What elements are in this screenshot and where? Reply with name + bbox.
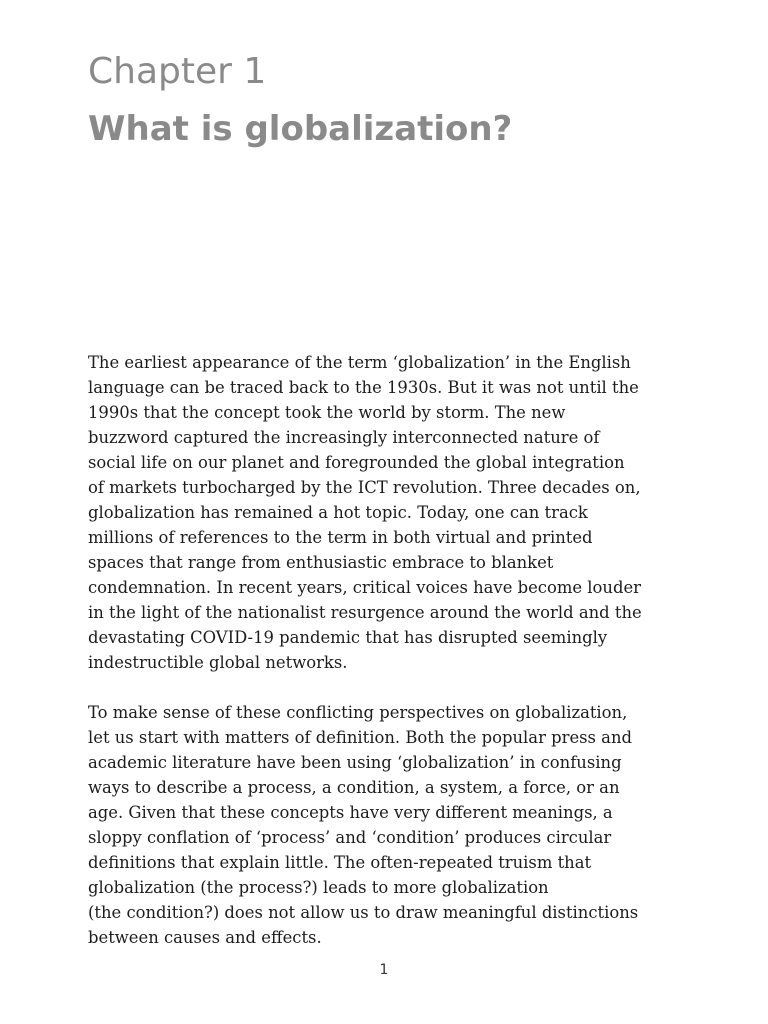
page-number: 1 bbox=[379, 962, 389, 978]
text-line: buzzword captured the increasingly interconnected nature of bbox=[88, 428, 600, 447]
text-line: (the condition?) does not allow us to draw meaningful distinctions bbox=[88, 903, 639, 922]
text-line: age. Given that these concepts have very different meanings, a bbox=[88, 803, 613, 822]
text-line: 1990s that the concept took the world by storm. The new bbox=[88, 403, 566, 422]
body-text bbox=[88, 350, 698, 950]
text-line: ways to describe a process, a condition, a system, a force, or an bbox=[88, 778, 620, 797]
text-line: globalization has remained a hot topic. Today, one can track bbox=[88, 503, 588, 522]
text-line: sloppy conflation of ‘process’ and ‘condition’ produces circular bbox=[88, 828, 612, 847]
text-line: To make sense of these conflicting perspectives on globalization, bbox=[88, 703, 628, 722]
text-line: between causes and effects. bbox=[88, 928, 322, 947]
chapter-label: Chapter 1 bbox=[88, 51, 267, 92]
paragraph-2 bbox=[88, 700, 698, 950]
text-line: spaces that range from enthusiastic embrace to blanket bbox=[88, 553, 554, 572]
chapter-title: What is globalization? bbox=[88, 109, 513, 149]
text-line: let us start with matters of definition. Both the popular press and bbox=[88, 728, 632, 747]
text-line: social life on our planet and foregrounded the global integration bbox=[88, 453, 625, 472]
text-line: in the light of the nationalist resurgence around the world and the bbox=[88, 603, 642, 622]
text-line: language can be traced back to the 1930s. But it was not until the bbox=[88, 378, 639, 397]
text-line: millions of references to the term in both virtual and printed bbox=[88, 528, 593, 547]
text-line: definitions that explain little. The often-repeated truism that bbox=[88, 853, 592, 872]
paragraph-spacer bbox=[88, 675, 698, 700]
text-line: indestructible global networks. bbox=[88, 653, 348, 672]
text-line: condemnation. In recent years, critical voices have become louder bbox=[88, 578, 641, 597]
paragraph-1 bbox=[88, 350, 698, 675]
text-line: academic literature have been using ‘globalization’ in confusing bbox=[88, 753, 622, 772]
text-line: devastating COVID-19 pandemic that has disrupted seemingly bbox=[88, 628, 608, 647]
text-line: of markets turbocharged by the ICT revolution. Three decades on, bbox=[88, 478, 641, 497]
text-line: globalization (the process?) leads to more globalization bbox=[88, 878, 549, 897]
text-line: The earliest appearance of the term ‘globalization’ in the English bbox=[88, 353, 631, 372]
